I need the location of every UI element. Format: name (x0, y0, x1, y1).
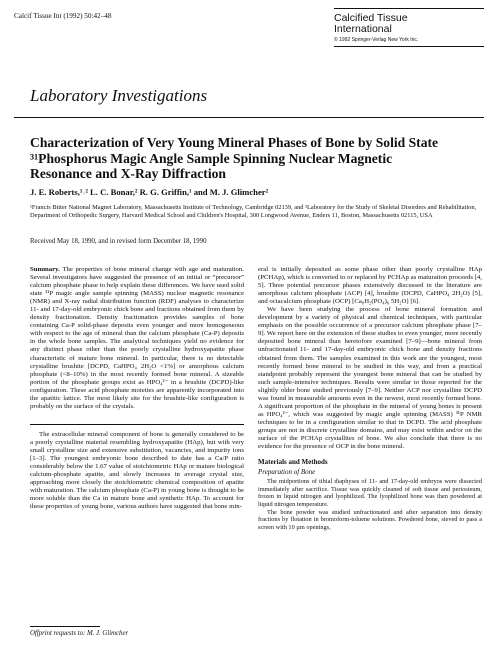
summary-text: The properties of bone mineral change with age and maturation. Several investigators have suggested the presence of an initial or “precursor” calcium phosphate phase to help explain these differences. We have used solid state ³¹P magic angle sample spinning (MASS) nuclear magnetic resonance (NMR) and X-ray radial distribution function (RDF) analyses to characterize 11- and 17-day-old embryonic chick bone and fractions obtained from them by density fractionation. Density fractionation provides samples of bone containing Ca-P solid-phase deposits even younger and more homogeneous with respect to the age of mineral than the calcium phosphate (Ca-P) deposits in the whole bone samples. The analytical techniques yield no evidence for any distinct phase other than the poorly crystalline hydroxyapatite phase characteristic of mature bone mineral. In particular, there is no detectable crystalline brushite [DCPD, CaHPO₄ 2H₂O <1%] or amorphous calcium phosphate (<8–10%) in the most recently formed bone mineral. A sizeable portion of the phosphate groups exist as HPO₄²⁻ in a brushite (DCPD)-like configuration. These acid phosphate moieties are apparently incorporated into the apatitic lattice. The most likely site for the brushite-like configuration is probably on the surface of the crystals. (30, 266, 244, 410)
summary-block (30, 266, 244, 411)
received-date: Received May 18, 1990, and in revised form December 18, 1990 (30, 238, 207, 245)
prep-subheading: Preparation of Bone (258, 468, 316, 477)
author-affiliations: ¹Francis Bitter National Magnet Laboratory, Massachusetts Institute of Technology, Cambridge 02139, and ²Laboratory for the Study of Skeletal Disorders and Rehabilitation, Department of Orthopedic Surgery, Harvard Medical School and Children's Hospital, 300 Longwood Avenue, Enders 11, Boston, Massachusetts 02115, USA (30, 204, 477, 219)
right-paragraph-1: eral is initially deposited as some phase other than poorly crystalline HAp (PCHAp), which is converted to or replaced by PCHAp as maturation proceeds [4, 5]. Three potential precursor phases extensively discussed in the literature are amorphous calcium phosphate (ACP) [4], brushite (DCPD, CaHPO₄ 2H₂O) [5], and octacalcium phosphate (OCP) [Ca₈H₂(PO₄)₆ 5H₂O] [6]. (258, 266, 482, 306)
copyright-notice: © 1992 Springer-Verlag New York Inc. (334, 37, 419, 43)
journal-citation: Calcif Tissue Int (1992) 50:42–48 (14, 12, 112, 20)
offprint-text: Offprint requests to: M. J. Glimcher (30, 630, 129, 637)
methods-paragraph-1: The midportions of tibial diaphyses of 11- and 17-day-old embryos were dissected immediately after sacrifice. Tissue was quickly cleaned of soft tissue and periosteum, frozen in liquid nitrogen and lyophilized. The lyophilized bone was then powdered at liquid nitrogen temperature. (258, 478, 482, 508)
intro-left-column (30, 431, 244, 511)
article-title (30, 135, 482, 182)
section-rule (14, 117, 484, 118)
summary-label: Summary. (30, 266, 60, 273)
journal-name-line2: International (334, 23, 392, 35)
right-column (258, 266, 482, 531)
offprint-footnote (30, 630, 128, 637)
methods-paragraph-2: The bone powder was studied unfractionated and after separation into density fractions by flotation in bromoform-toluene solutions. Powdered bone, sieved to pass a screen with 10 µm openings, (258, 508, 482, 531)
title-line-1: Characterization of Very Young Mineral Phases of Bone by Solid State (30, 135, 439, 150)
section-label: Laboratory Investigations (30, 86, 208, 105)
journal-masthead (334, 8, 484, 47)
methods-heading: Materials and Methods (258, 458, 328, 467)
author-list: J. E. Roberts,¹˒² L. C. Bonar,² R. G. Griffin,¹ and M. J. Glimcher² (30, 187, 269, 197)
title-line-2: ³¹Phosphorus Magic Angle Sample Spinning Nuclear Magnetic (30, 150, 393, 166)
title-line-3: Resonance and X-Ray Diffraction (30, 166, 226, 182)
footnote-rule (30, 626, 100, 627)
intro-paragraph: The extracellular mineral component of bone is generally considered to be a poorly crystalline material resembling hydroxyapatite (HAp), but with very small crystalline size and extensive substitution, vacancies, and impurity ions [1–3]. The youngest embryonic bone described to date has a Ca/P ratio considerably below the 1.67 value of stoichiometric HAp or mature biological calcium-phosphate apatite, and slowly increases in average crystal size, approaching more closely the stoichiometric chemical composition of apatite with maturation. The calcium phosphate (Ca-P) in young bone is thought to be more soluble than the Ca in mature bone and synthetic HAp. To account for these properties of young bone, various authors have suggested that bone min- (30, 431, 244, 511)
journal-name-line1: Calcified Tissue (334, 12, 408, 24)
right-paragraph-2: We have been studying the process of bone mineral formation and development by a variety of physical and chemical techniques, with particular emphasis on the possible occurrence of a precursor calcium phosphate phase [7–9]. We report here on the extension of these studies to even younger, more recently deposited bone mineral than heretofore examined [7–9]—bone mineral from unfractionated 11- and 17-day-old embryonic chick bone and density fractions obtained from them. The samples examined in this work are the youngest, most recently formed bone mineral to be studied in this way, and from a practical standpoint probably represent the youngest bone mineral that can be studied by such sample-intensive techniques. Results were similar to those reported for the slightly older bone studied previously [7–9]. Neither ACP nor crystalline DCPD was found in measurable amounts even in the newest, most recently formed bone. A significant proportion of the phosphate in the mineral of young bones is present as HPO₄²⁻, which was suggested by magic angle spinning (MASS) ³¹P NMR techniques to be in a configuration similar to that in DCPD. The acid phosphate groups are not in discrete crystalline domains, and may exist within and/or on the surface of the PCHAp crystallites of bone. We also conclude that there is no evidence for the presence of OCP in the bone mineral. (258, 306, 482, 451)
summary-divider (30, 424, 244, 425)
